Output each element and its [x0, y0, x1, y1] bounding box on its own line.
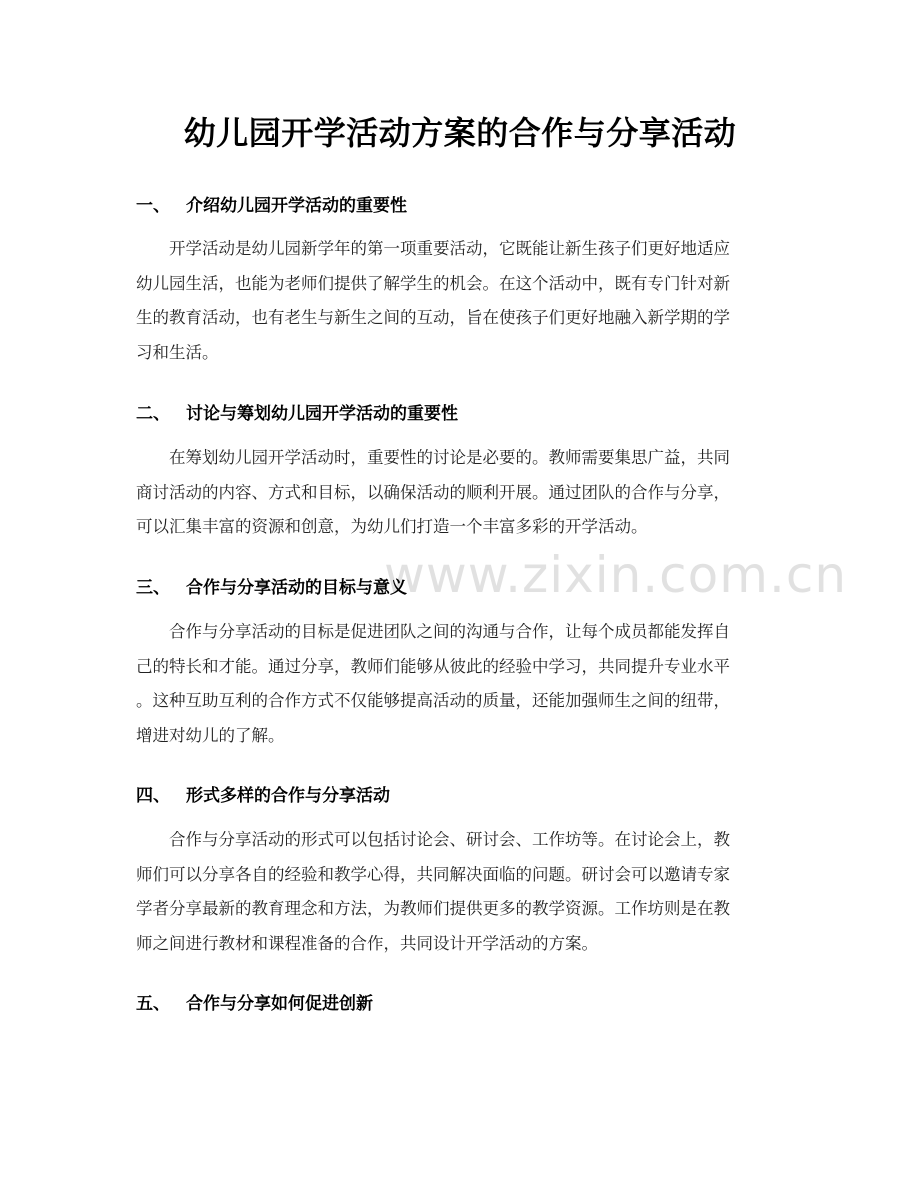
paragraph-line: 增进对幼儿的了解。 — [136, 726, 285, 746]
section-number-3: 三、 — [136, 578, 170, 598]
paragraph-line: 生的教育活动，也有老生与新生之间的互动，旨在使孩子们更好地融入新学期的学 — [136, 308, 730, 328]
section-title-4: 形式多样的合作与分享活动 — [186, 786, 390, 806]
paragraph-line: 己的特长和才能。通过分享，教师们能够从彼此的经验中学习，共同提升专业水平 — [136, 656, 730, 676]
section-number-4: 四、 — [136, 786, 170, 806]
section-paragraph-2 — [136, 441, 784, 545]
paragraph-line: 师们可以分享各自的经验和教学心得，共同解决面临的问题。研讨会可以邀请专家 — [136, 864, 730, 884]
section-paragraph-1 — [136, 232, 784, 371]
section-heading-5 — [136, 989, 373, 1014]
section-heading-2 — [136, 399, 458, 424]
section-number-5: 五、 — [136, 994, 170, 1014]
paragraph-line: 。这种互助互利的合作方式不仅能够提高活动的质量，还能加强师生之间的纽带， — [136, 691, 730, 711]
section-title-3: 合作与分享活动的目标与意义 — [186, 578, 407, 598]
section-title-1: 介绍幼儿园开学活动的重要性 — [186, 196, 407, 216]
paragraph-line: 可以汇集丰富的资源和创意，为幼儿们打造一个丰富多彩的开学活动。 — [136, 517, 648, 537]
document-title: 幼儿园开学活动方案的合作与分享活动 — [183, 114, 737, 152]
paragraph-line: 习和生活。 — [136, 343, 219, 363]
paragraph-line: 幼儿园生活，也能为老师们提供了解学生的机会。在这个活动中，既有专门针对新 — [136, 273, 730, 293]
paragraph-line: 在筹划幼儿园开学活动时，重要性的讨论是必要的。教师需要集思广益，共同 — [169, 448, 730, 467]
section-title-2: 讨论与筹划幼儿园开学活动的重要性 — [186, 404, 458, 424]
paragraph-line: 师之间进行教材和课程准备的合作，共同设计开学活动的方案。 — [136, 934, 598, 954]
section-number-1: 一、 — [136, 196, 170, 216]
section-heading-1 — [136, 191, 407, 216]
paragraph-line: 学者分享最新的教育理念和方法，为教师们提供更多的教学资源。工作坊则是在教 — [136, 899, 730, 919]
paragraph-line: 开学活动是幼儿园新学年的第一项重要活动，它既能让新生孩子们更好地适应 — [169, 239, 730, 258]
section-title-5: 合作与分享如何促进创新 — [186, 994, 373, 1014]
section-paragraph-4 — [136, 823, 784, 962]
paragraph-line: 商讨活动的内容、方式和目标，以确保活动的顺利开展。通过团队的合作与分享， — [136, 482, 730, 502]
section-heading-4 — [136, 781, 390, 806]
paragraph-line: 合作与分享活动的形式可以包括讨论会、研讨会、工作坊等。在讨论会上，教 — [169, 830, 730, 849]
paragraph-line: 合作与分享活动的目标是促进团队之间的沟通与合作，让每个成员都能发挥自 — [169, 622, 730, 641]
section-paragraph-3 — [136, 615, 784, 754]
watermark: www.zixin.com.cn — [384, 546, 848, 604]
section-heading-3 — [136, 573, 407, 598]
section-number-2: 二、 — [136, 404, 170, 424]
